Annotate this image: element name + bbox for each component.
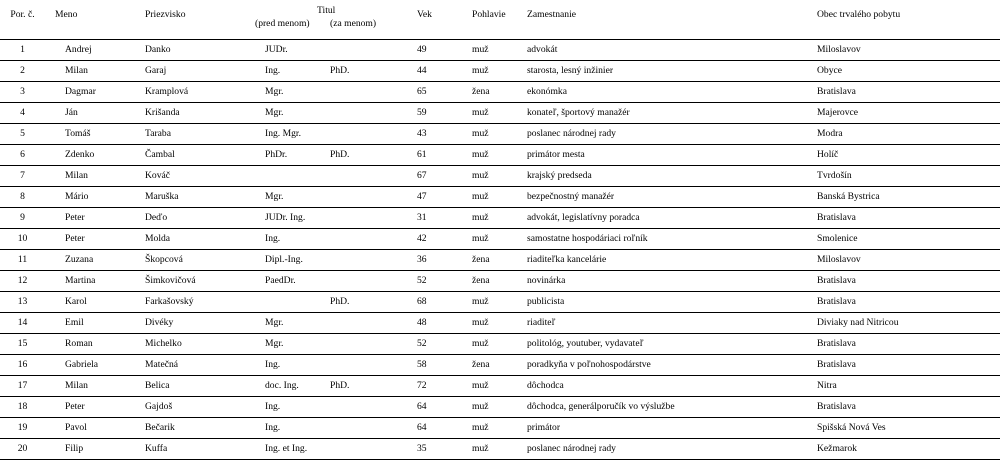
cell-title-after: PhD.: [330, 145, 417, 166]
cell-title-before: doc. Ing.: [255, 376, 330, 397]
cell-age: 42: [417, 229, 472, 250]
cell-age: 58: [417, 355, 472, 376]
cell-title-after: [330, 334, 417, 355]
cell-age: 52: [417, 334, 472, 355]
cell-surname: Škopcová: [145, 250, 255, 271]
cell-gender: muž: [472, 418, 527, 439]
cell-row-number: 8: [0, 187, 55, 208]
table-row: [0, 40, 1000, 61]
cell-title-before: JUDr. Ing.: [255, 208, 330, 229]
cell-age: 61: [417, 145, 472, 166]
cell-row-number: 4: [0, 103, 55, 124]
cell-row-number: 9: [0, 208, 55, 229]
cell-age: 67: [417, 166, 472, 187]
cell-gender: muž: [472, 229, 527, 250]
table-row: [0, 208, 1000, 229]
cell-residence: Spišská Nová Ves: [817, 418, 1000, 439]
cell-residence: Nitra: [817, 376, 1000, 397]
cell-surname: Krišanda: [145, 103, 255, 124]
table-row: [0, 439, 1000, 460]
table-row: [0, 124, 1000, 145]
cell-row-number: 20: [0, 439, 55, 460]
cell-title-before: Mgr.: [255, 334, 330, 355]
table-row: [0, 334, 1000, 355]
cell-surname: Šimkovičová: [145, 271, 255, 292]
cell-age: 35: [417, 439, 472, 460]
cell-residence: Bratislava: [817, 271, 1000, 292]
cell-title-after: [330, 82, 417, 103]
cell-row-number: 3: [0, 82, 55, 103]
table-row: [0, 82, 1000, 103]
cell-residence: Tvrdošín: [817, 166, 1000, 187]
cell-row-number: 11: [0, 250, 55, 271]
cell-surname: Deďo: [145, 208, 255, 229]
cell-title-after: [330, 208, 417, 229]
header-age: Vek: [417, 0, 472, 40]
cell-gender: muž: [472, 313, 527, 334]
cell-title-before: Ing.: [255, 355, 330, 376]
cell-title-before: Ing. et Ing.: [255, 439, 330, 460]
cell-occupation: primátor: [527, 418, 817, 439]
cell-first-name: Milan: [55, 166, 145, 187]
cell-age: 47: [417, 187, 472, 208]
cell-first-name: Peter: [55, 229, 145, 250]
cell-surname: Maruška: [145, 187, 255, 208]
table-row: [0, 166, 1000, 187]
cell-title-before: Ing.: [255, 229, 330, 250]
cell-gender: muž: [472, 40, 527, 61]
cell-occupation: advokát, legislatívny poradca: [527, 208, 817, 229]
cell-row-number: 1: [0, 40, 55, 61]
table-row: [0, 376, 1000, 397]
header-titul: [255, 0, 417, 40]
cell-row-number: 15: [0, 334, 55, 355]
cell-surname: Kramplová: [145, 82, 255, 103]
table-row: [0, 187, 1000, 208]
cell-age: 68: [417, 292, 472, 313]
cell-residence: Obyce: [817, 61, 1000, 82]
cell-first-name: Karol: [55, 292, 145, 313]
cell-surname: Bečarik: [145, 418, 255, 439]
cell-gender: muž: [472, 145, 527, 166]
cell-residence: Miloslavov: [817, 250, 1000, 271]
cell-surname: Kuffa: [145, 439, 255, 460]
cell-first-name: Tomáš: [55, 124, 145, 145]
cell-title-after: [330, 40, 417, 61]
cell-surname: Kováč: [145, 166, 255, 187]
cell-surname: Farkašovský: [145, 292, 255, 313]
cell-row-number: 13: [0, 292, 55, 313]
cell-age: 48: [417, 313, 472, 334]
cell-title-before: JUDr.: [255, 40, 330, 61]
cell-occupation: primátor mesta: [527, 145, 817, 166]
cell-first-name: Mário: [55, 187, 145, 208]
cell-row-number: 10: [0, 229, 55, 250]
cell-title-before: Mgr.: [255, 82, 330, 103]
cell-title-after: [330, 124, 417, 145]
cell-row-number: 14: [0, 313, 55, 334]
cell-gender: muž: [472, 124, 527, 145]
cell-gender: muž: [472, 208, 527, 229]
cell-residence: Holíč: [817, 145, 1000, 166]
cell-occupation: poslanec národnej rady: [527, 439, 817, 460]
cell-surname: Danko: [145, 40, 255, 61]
cell-occupation: riaditeľka kancelárie: [527, 250, 817, 271]
cell-gender: muž: [472, 187, 527, 208]
table-row: [0, 103, 1000, 124]
cell-age: 44: [417, 61, 472, 82]
cell-surname: Taraba: [145, 124, 255, 145]
table-row: [0, 397, 1000, 418]
cell-residence: Bratislava: [817, 334, 1000, 355]
cell-title-before: Ing.: [255, 397, 330, 418]
cell-occupation: dôchodca: [527, 376, 817, 397]
cell-row-number: 12: [0, 271, 55, 292]
cell-first-name: Filip: [55, 439, 145, 460]
cell-first-name: Gabriela: [55, 355, 145, 376]
cell-residence: Diviaky nad Nitricou: [817, 313, 1000, 334]
cell-title-before: [255, 166, 330, 187]
cell-residence: Modra: [817, 124, 1000, 145]
cell-title-after: PhD.: [330, 292, 417, 313]
cell-surname: Belica: [145, 376, 255, 397]
cell-title-after: PhD.: [330, 376, 417, 397]
cell-title-after: [330, 250, 417, 271]
cell-gender: muž: [472, 103, 527, 124]
cell-gender: muž: [472, 292, 527, 313]
cell-row-number: 6: [0, 145, 55, 166]
cell-title-after: [330, 397, 417, 418]
cell-first-name: Milan: [55, 376, 145, 397]
cell-first-name: Dagmar: [55, 82, 145, 103]
cell-gender: žena: [472, 271, 527, 292]
cell-age: 59: [417, 103, 472, 124]
cell-occupation: riaditeľ: [527, 313, 817, 334]
cell-occupation: novinárka: [527, 271, 817, 292]
cell-surname: Michelko: [145, 334, 255, 355]
cell-age: 49: [417, 40, 472, 61]
cell-surname: Čambal: [145, 145, 255, 166]
cell-title-after: [330, 313, 417, 334]
cell-residence: Bratislava: [817, 208, 1000, 229]
cell-age: 36: [417, 250, 472, 271]
cell-title-after: [330, 103, 417, 124]
cell-surname: Molda: [145, 229, 255, 250]
cell-surname: Matečná: [145, 355, 255, 376]
cell-title-before: Ing. Mgr.: [255, 124, 330, 145]
cell-first-name: Pavol: [55, 418, 145, 439]
cell-title-before: Mgr.: [255, 313, 330, 334]
cell-first-name: Martina: [55, 271, 145, 292]
cell-title-after: [330, 271, 417, 292]
cell-title-before: Ing.: [255, 61, 330, 82]
cell-title-after: [330, 229, 417, 250]
cell-residence: Bratislava: [817, 82, 1000, 103]
cell-first-name: Roman: [55, 334, 145, 355]
cell-residence: Kežmarok: [817, 439, 1000, 460]
cell-occupation: starosta, lesný inžinier: [527, 61, 817, 82]
cell-gender: žena: [472, 355, 527, 376]
table-row: [0, 418, 1000, 439]
cell-first-name: Zuzana: [55, 250, 145, 271]
header-no: Por. č.: [0, 0, 55, 40]
header-titul-label: Titul: [317, 5, 336, 16]
cell-age: 52: [417, 271, 472, 292]
cell-occupation: dôchodca, generálporučík vo výslužbe: [527, 397, 817, 418]
header-name: Meno: [55, 0, 145, 40]
cell-first-name: Zdenko: [55, 145, 145, 166]
cell-surname: Gajdoš: [145, 397, 255, 418]
cell-gender: muž: [472, 376, 527, 397]
cell-title-before: Mgr.: [255, 187, 330, 208]
cell-age: 65: [417, 82, 472, 103]
cell-title-before: Ing.: [255, 418, 330, 439]
cell-age: 43: [417, 124, 472, 145]
cell-age: 31: [417, 208, 472, 229]
cell-gender: žena: [472, 82, 527, 103]
cell-residence: Bratislava: [817, 397, 1000, 418]
cell-title-after: [330, 418, 417, 439]
cell-age: 64: [417, 397, 472, 418]
cell-gender: muž: [472, 439, 527, 460]
cell-residence: Bratislava: [817, 355, 1000, 376]
table-row: [0, 145, 1000, 166]
cell-title-before: PaedDr.: [255, 271, 330, 292]
cell-surname: Divéky: [145, 313, 255, 334]
cell-title-before: Mgr.: [255, 103, 330, 124]
table-row: [0, 292, 1000, 313]
cell-age: 64: [417, 418, 472, 439]
table-row: [0, 250, 1000, 271]
cell-surname: Garaj: [145, 61, 255, 82]
cell-residence: Smolenice: [817, 229, 1000, 250]
cell-gender: muž: [472, 334, 527, 355]
cell-first-name: Emil: [55, 313, 145, 334]
cell-title-after: [330, 166, 417, 187]
cell-residence: Majerovce: [817, 103, 1000, 124]
cell-first-name: Andrej: [55, 40, 145, 61]
cell-age: 72: [417, 376, 472, 397]
cell-title-after: [330, 355, 417, 376]
cell-first-name: Ján: [55, 103, 145, 124]
header-job: Zamestnanie: [527, 0, 817, 40]
table-row: [0, 61, 1000, 82]
cell-row-number: 5: [0, 124, 55, 145]
cell-title-after: [330, 187, 417, 208]
cell-row-number: 18: [0, 397, 55, 418]
header-city: Obec trvalého pobytu: [817, 0, 1000, 40]
cell-occupation: politológ, youtuber, vydavateľ: [527, 334, 817, 355]
cell-residence: Banská Bystrica: [817, 187, 1000, 208]
table-row: [0, 313, 1000, 334]
cell-title-before: Dipl.-Ing.: [255, 250, 330, 271]
cell-title-before: PhDr.: [255, 145, 330, 166]
cell-row-number: 19: [0, 418, 55, 439]
header-titul-before: (pred menom): [255, 18, 310, 29]
cell-gender: muž: [472, 397, 527, 418]
header-titul-after: (za menom): [330, 18, 377, 29]
header-sex: Pohlavie: [472, 0, 527, 40]
table-row: [0, 355, 1000, 376]
cell-occupation: poslanec národnej rady: [527, 124, 817, 145]
cell-gender: muž: [472, 166, 527, 187]
cell-gender: žena: [472, 250, 527, 271]
header-row: [0, 0, 1000, 40]
cell-occupation: advokát: [527, 40, 817, 61]
cell-occupation: publicista: [527, 292, 817, 313]
cell-occupation: ekonómka: [527, 82, 817, 103]
cell-title-before: [255, 292, 330, 313]
cell-first-name: Milan: [55, 61, 145, 82]
cell-row-number: 7: [0, 166, 55, 187]
cell-first-name: Peter: [55, 397, 145, 418]
cell-residence: Miloslavov: [817, 40, 1000, 61]
table-row: [0, 229, 1000, 250]
cell-row-number: 16: [0, 355, 55, 376]
cell-occupation: bezpečnostný manažér: [527, 187, 817, 208]
cell-occupation: samostatne hospodáriaci roľník: [527, 229, 817, 250]
cell-row-number: 17: [0, 376, 55, 397]
cell-occupation: poradkyňa v poľnohospodárstve: [527, 355, 817, 376]
cell-gender: muž: [472, 61, 527, 82]
cell-occupation: krajský predseda: [527, 166, 817, 187]
cell-first-name: Peter: [55, 208, 145, 229]
header-surname: Priezvisko: [145, 0, 255, 40]
cell-occupation: konateľ, športový manažér: [527, 103, 817, 124]
table-row: [0, 271, 1000, 292]
cell-title-after: [330, 439, 417, 460]
cell-residence: Bratislava: [817, 292, 1000, 313]
cell-row-number: 2: [0, 61, 55, 82]
cell-title-after: PhD.: [330, 61, 417, 82]
